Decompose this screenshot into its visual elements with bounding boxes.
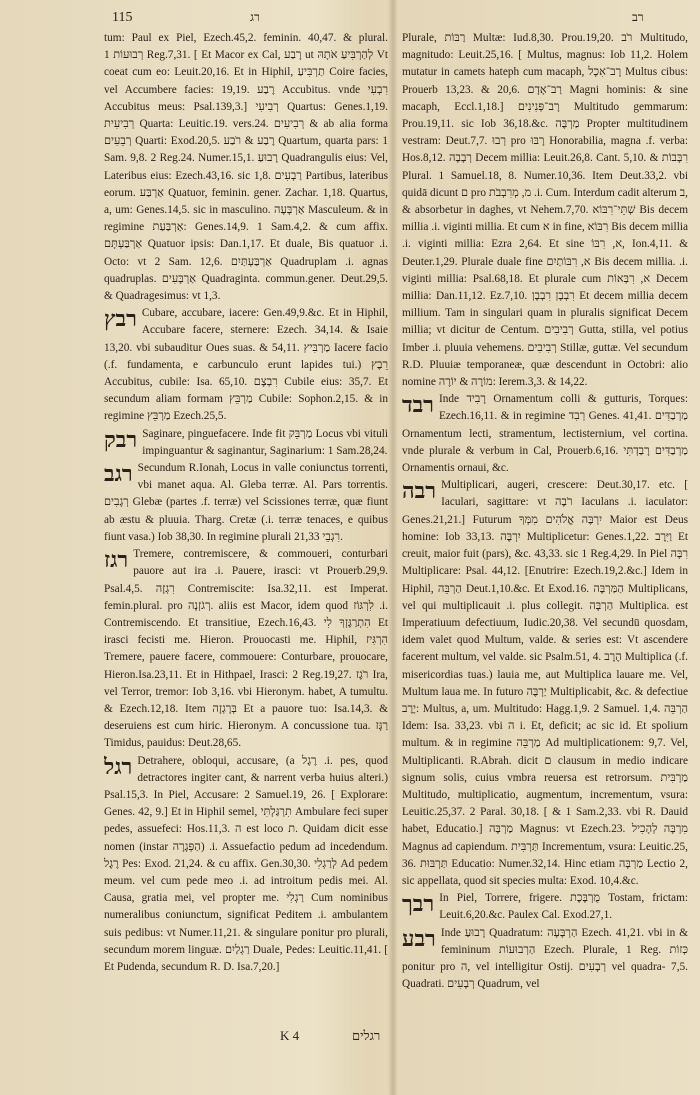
entry-root-word: רבה <box>402 478 437 505</box>
page-number: 115 <box>112 10 133 25</box>
entry-root-word: רגז <box>104 547 129 574</box>
entry-root-word: רגל <box>104 753 133 780</box>
dictionary-entry <box>104 30 388 305</box>
dictionary-entry <box>104 753 388 977</box>
entry-text: Detrahere, obloqui, accusare, (a רֶגֶל .i. pes, quod detractores ingiter cant, & narrent verba huius alteri.) Psal.15,3. In Piel, Accusare: 2 Samuel.19, 26. [ Explorare: Genes. 42, 9.] Et in Hiphil semel, תִרְגַּלְתִּי Ambulare feci super pedes, assuefeci: Hos.11,3. ה est loco ת. Quidam dicit esse nomen (instar הַפְּגָרָה) .i. Assuefactio pedum ad incedendum. רֶגֶל Pes: Exod. 21,24. & cu affix. Gen.30,30. לְרַגְלִי Ad pedem meum. vel cum pede meo .i. ad introitum pedis mei. Al. Causa, gratia mei, vel propter me. רַגְלִי Cum nominibus numeralibus coniunctum, significat Peditem .i. ambulantem suis pedibus: vt Numer.11,21. & singulare ponitur pro plurali, secundum morem linguæ. רַגְלַיִם Duale, Pedes: Leuitic.11,41. [ Et Pudenda, secundum R. D. Isa.7,20.] <box>104 754 388 973</box>
left-running-head: רג <box>250 10 260 24</box>
entry-root-word: רגב <box>104 461 133 488</box>
dictionary-entry <box>104 546 388 752</box>
entry-text: tum: Paul ex Piel, Ezech.45,2. feminin. 40,47. & plural. רְבוּעוֹת 1 Reg.7,31. [ Et Macor ex Cal, רָבַע ut לְהַרְבִּיעַ אֹתָהּ Vt coeat cum eo: Leuit.20,16. Et in Hiphil, תַרְבִּיעַ Coire facies, vel Accumbere facies: 19,19. רֶבַע Accubitus. vnde רִבְעִי Accubitus meus: Psal.139,3.] רְבִיעִי Quartus: Genes.1,19. רְבִיעִית Quarta: Leuitic.19. vers.24. רְבִיעִים & ab alia forma רְבֵעִים Quarti: Exod.20,5. רֶבַע & רֹבַע Quartum, quarta pars: 1 Sam. 9,8. 2 Reg.24. Numer.15,1. רָבוּעַ Quadrangulis eius: Vel, Lateribus eius: Ezech.43,16. sic 1,8. רַבְעִים Partibus, lateribus eorum. אַרְבַּע Quatuor, feminin. gener. Zachar. 1,18. Quartus, a, um: Genes.14,5. sic in masculino. אַרְבָּעָה Masculeum. & in regimine אַרְבַּעַת: Genes.14,9. 1 Sam.4,2. & cum affix. אַרְבַּעְתָּם Quatuor ipsis: Dan.1,17. Et duale, Bis quatuor .i. Octo: vt 2 Sam. 12,6. אַרְבַּעְתַּיִם Quadruplam .i. agnas quadruplas. אַרְבָּעִים Quadraginta. commun.gener. Deut.29,5. & Quadragesimus: vt 1,3. <box>104 32 388 303</box>
entry-text: Saginare, pinguefacere. Inde fit מַרְבֵּק Locus vbi vituli impinguantur & saginantur, Saginarium: 1 Sam.28,24. <box>142 427 388 457</box>
dictionary-entry <box>402 391 688 477</box>
dictionary-entry <box>402 925 688 994</box>
entry-root-word: רבץ <box>104 306 137 333</box>
entry-root-word: רבע <box>402 925 436 952</box>
right-running-head: רב <box>632 10 644 24</box>
entry-root-word: רבק <box>104 426 138 453</box>
catchword: רגלים <box>352 1029 381 1044</box>
entry-text: Cubare, accubare, iacere: Gen.49,9.&c. Et in Hiphil, Accubare facere, sternere: Ezech. 34,14. & Isaie 13,20. vbi subauditur Oues suas. & 54,11. מַרְבִּיץ Iacere facio (.f. fundamenta, e carbunculo erunt lapides tui.) רֵבֶץ Accubitus, cubile: Isa. 65,10. רִבְצָם Cubile eius: 35,7. Et secundum aliam formam מַרְבֵּץ Cubile: Sophon.2,15. & in regimine מַרְבֵּץ Ezech.25,5. <box>104 307 388 423</box>
dictionary-entry <box>104 460 388 546</box>
entry-text: Inde רָבִיד Ornamentum colli & gutturis, Torques: Ezech.16,11. & in regimine רְבִד Genes. 41,41. מַרְבַדִּים Ornamentum lecti, stramentum, lectisternium, vel cortina. vnde plurale & verbum in Cal, Prouerb.6,16. מַרְבַדִּים רָבַדְתִּי Ornamentis ornaui, &c. <box>402 393 688 475</box>
entry-text: Inde רָבוּעַ Quadratum: הַרְבָּעָה Ezech. 41,21. vbi in & femininum הַרְבוּעוֹת Ezech. Plurale, 1 Reg. כְּזוֹת ponitur pro ה, vel intelligitur Ostij. רְבָעִים vel quadra- 7,5. Quadrati. רְבָעִים Quadrum, vel <box>402 926 688 991</box>
dictionary-entry <box>104 305 388 425</box>
signature-mark: K 4 <box>280 1028 300 1043</box>
entry-text: Plurale, רַבּוֹת Multæ: Iud.8,30. Prou.19,20. רֹב Multitudo, magnitudo: Leuit.25,16. [ Multus, magnus: Iob 11,2. Holem mutatur in camets hateph cum macaph, רָב־אִכָל Multus cibus: Prouerb 13,23. & 20,6. רַב־אָדָם Magni hominis: & sine macaph, Eccl.1,18.] רָב־פְּנִינִים Multitudo gemmarum: Prou.19,11. sic Iob 36,18.&c. מַרְבֶּה Propter multitudinem vestram: Deut.7,7. רְבוּ pro רָבּוּ Honorabilia, magna .f. verba: Hos.8,12. רְבָבָה Decem millia: Leuit.26,8. Cant. 5,10. & רִבָּבוֹת Plural. 1 Samuel.18, 8. Numer.10,36. Item Deut.33,2. vbi quidā dicunt ם pro מ, מְרִבְבֹת .i. Cum. Interdum cadit alterum ב, & absorbetur in daghes, vt Nehem.7,70. שְׁתֵּי־רִבּוֹא Bis decem millia .i. viginti millia. Et cum א in fine, רִבּוֹא Bis decem millia .i. viginti millia: Ezra 2,64. Et sine א, רִבּוֹ, Ion.4,11. & Deuter.1,29. Plurale duale fine א, רִבּוֹתַיִם Bis decem millia. .i. viginti millia: Psal.68,18. Et plurale cum א, רִבְּאוֹת Decem millia: Dan.11,12. Ez.7,10. רִבְבָן רִבְבָן Et decem millia decem millium. Tam in singulari quam in pluralis significat Decem millia; vt dicitur de Centum. רְבִיבִים Gutta, stilla, vel potius Imber .i. pluuia vehemens. רְבִיבִים Stillæ, guttæ. Vel secundum R.D. Pluuiæ temporaneæ, quæ descendunt in Octobri: alio nomine מוֹרֶה & יוֹרֶה: Ierem.3,3. & 14,22. <box>402 32 688 389</box>
entry-root-word: רבך <box>402 891 435 918</box>
right-column <box>402 30 688 1070</box>
dictionary-entry <box>402 477 688 890</box>
entry-root-word: רבד <box>402 392 434 419</box>
entry-text: In Piel, Torrere, frigere. מֻרְבֶּכֶת Tostam, frictam: Leuit.6,20.&c. Paulex Cal. Exod.27,1. <box>439 892 688 922</box>
page-gutter <box>388 0 398 1095</box>
entry-text: Multiplicari, augeri, crescere: Deut.30,17. etc. [ Iaculari, sagittare: vt רֹבֶה Iaculans .i. iaculator: Genes.21,21.] Futurum יִרְבֶּה אֱלֹהִים מִמְּךָ Maior est Deus homine: Iob 33,13. יִרְבֶּה Multiplicetur: Genes.1,22. וַיִּרֶב Et creuit, maior fuit (pars), &c. 43,33. sic 1 Reg.4,29. In Piel רִבָּה Multiplicare: Psal. 44,12. [Enutrire: Ezech.19,2.&c.] Idem in Hiphil, הַרְבֵּה Deut.1,10.&c. Et Exod.16. הַמַּרְבֶּה Multiplicans, vel qui multiplicauit .i. plus collegit. הַרְבָּה Multiplica. est Imperatiuum defectiuum, Iudic.20,38. Vel secundū quosdam, idem valet quod Multum, valde. & series est: Vt ascendere facerent multum, vel valde. sic Psalm.51, 4. הֶרֶב Multiplica (.f. misericordias tuas.) lauia me, aut Multiplica lauare me. Vel, Multum laua me. In futuro יַרְבֶּה Multiplicabit, &c. & defectiue יֶרֶב: Multus, a, um. Multitudo: Hagg.1,9. 2 Samuel. 1,4. הַרְבֵּה Idem: Isa. 33,23. vbi ה i. Et, deficit; ac sic id. Et spolium multum. & in regimine מַרְבֵּה Ad multiplicationem: 9,7. Vel, Multiplicanti. R.Abrah. dicit ם clausum in medio indicare signum solis, cuius vmbra reuersa est retrorsum. מַרְבִּית Multitudo, multiplicatio, augmentum, incrementum, vsura: Leuitic.25,37. 2 Paral. 30,18. [ & 1 Sam.2,33. vbi R. Dauid habet, Educatio.] מַרְבָּה Magnus: vt Ezech.23. מִרְבָּה לְהָכִיל Magnus ad capiendum. תַּרְבִּית Incrementum, vsura: Leuitic.25, 36. תַּרְבּוּת Educatio: Numer.32,14. Hinc etiam מַרְבָּה Lectio 2, sic appellata, quod sit species multa: Exod. 10,4.&c. <box>402 479 688 887</box>
dictionary-entry <box>104 426 388 460</box>
left-column <box>104 30 388 1070</box>
entry-text: Tremere, contremiscere, & commoueri, conturbari pauore aut ira .i. Pauere, irasci: vt Prouerb.29,9. Psal.4,5. רִגְזָה Contremiscite: Isa.32,11. est Imperat. femin.plural. pro רְגֹזְנָה. aliis est Macor, idem quod לִרְגּוֹז .i. Contremiscendo. Et transitiue, Ezech.16,43. הִתְרַגֶּזְךָ לִי Et irasci fecisti me. Hieron. Prouocasti me. Hiphil, הִרְגִּיז Tremere, pauere facere, commouere: Conturbare, prouocare, Hieron.Isa.23,11. Et in Hithpael, Irasci: 2 Reg.19,27. רֹגֶז Ira, vel Terror, tremor: Iob 3,16. vbi Hieronym. habet, A tumultu. & Ezech.12,18. Item בְּרָגְזָה Et a pauore tuo: Isa.14,3. & deseruiens est cum hiric. Hieronym. A concussione tua. רַגָּז Timidus, pauidus: Deut.28,65. <box>104 548 388 750</box>
dictionary-entry <box>402 30 688 391</box>
dictionary-entry <box>402 890 688 924</box>
entry-text: Secundum R.Ionah, Locus in valle coniunctus torrenti, vbi manet aqua. Al. Gleba terræ. Al. Pars torrentis. רְגָבִים Glebæ (partes .f. terræ) vel Scissiones terræ, quæ fiunt ab æstu & pluuia. Tharg. Cretæ (.i. terræ tenaces, e quibus fiunt vasa.) Iob 38,30. In regimine plurali רִגְבֵי 21,33. <box>104 462 388 543</box>
